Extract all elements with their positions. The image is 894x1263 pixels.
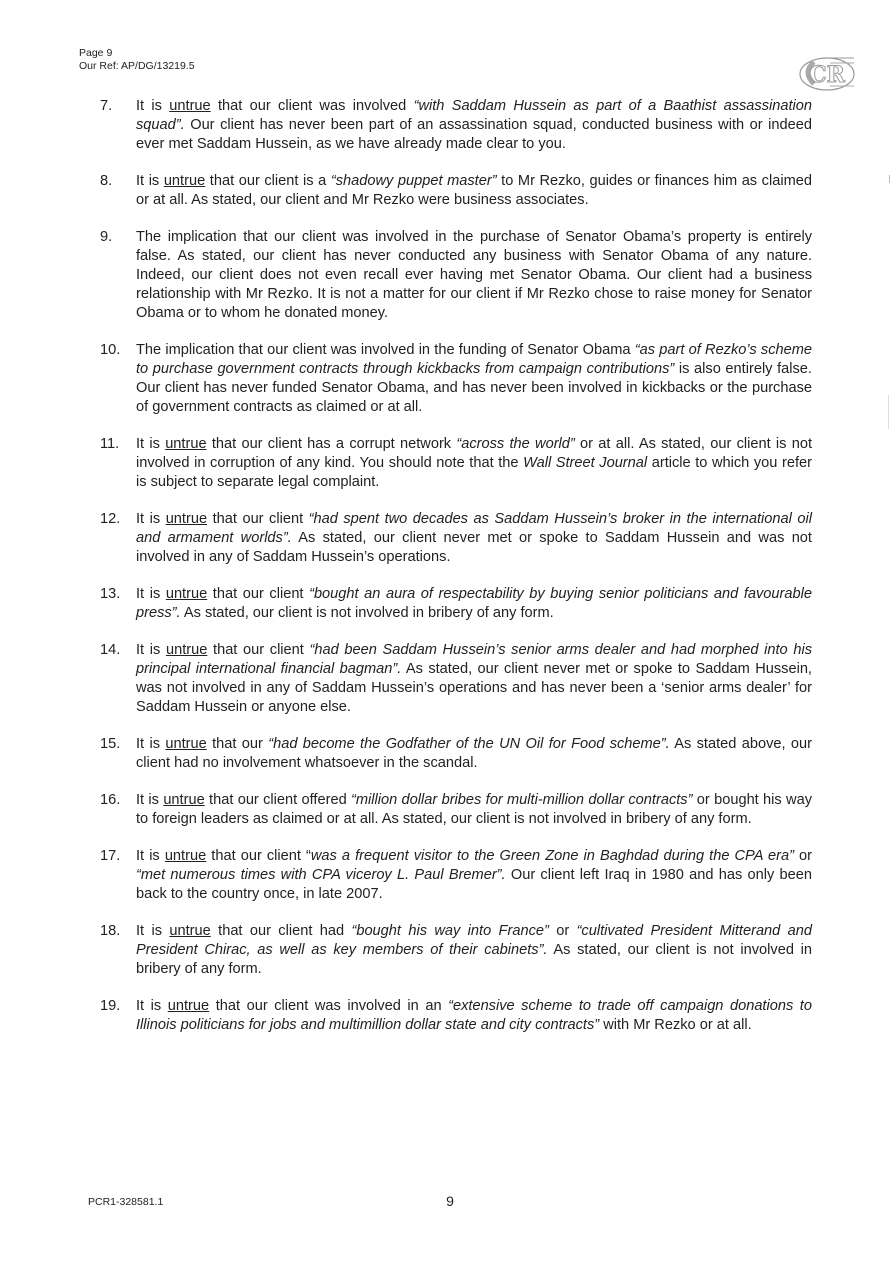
body-text: or xyxy=(548,923,577,939)
body-text: that our xyxy=(206,736,269,752)
item-number: 19. xyxy=(100,998,121,1014)
quoted-text: “had spent two decades as Saddam Hussein’s broker in the international oil and armament worlds”. xyxy=(136,511,812,546)
quoted-text: Wall Street Journal xyxy=(523,455,648,471)
body-text: that our client xyxy=(207,511,309,527)
quoted-text: “bought an aura of respectability by buying senior politicians and favourable press”. xyxy=(136,586,812,621)
underlined-text: untrue xyxy=(165,736,207,752)
body-text: that our client xyxy=(207,642,310,658)
item-number: 12. xyxy=(100,511,121,527)
body-text: It is xyxy=(136,848,165,864)
quoted-text: “cultivated President Mitterand and President Chirac, as well as key members of their cabinets”. xyxy=(136,923,813,958)
firm-logo-icon xyxy=(796,50,858,94)
body-text: article to which you refer is subject to separate legal complaint. xyxy=(136,455,812,490)
body-text: It is xyxy=(136,436,166,452)
list-item xyxy=(100,228,812,323)
body-text: It is xyxy=(136,511,166,527)
quoted-text: “as part of Rezko’s scheme to purchase government contracts through kickbacks from campaign contributions” xyxy=(136,342,812,377)
underlined-text: untrue xyxy=(165,511,208,527)
body-text: that our client “ xyxy=(206,848,311,864)
underlined-text: untrue xyxy=(163,792,205,808)
body-text: that our client offered xyxy=(204,792,352,808)
quoted-text: “extensive scheme to trade off campaign donations to Illinois politicians for jobs and multimillion dollar state and city contracts” xyxy=(136,998,812,1033)
quoted-text: “with Saddam Hussein as part of a Baathist assassination squad”. xyxy=(136,98,812,133)
body-text: As stated, our client never met or spoke to Saddam Hussein and was not involved in any of Saddam Hussein’s operations. xyxy=(136,530,812,565)
body-text: It is xyxy=(136,586,166,602)
body-text: is also entirely false. Our client has never funded Senator Obama, and has never been involved in kickbacks or the purchase of government contracts as claimed or at all. xyxy=(136,361,812,415)
item-number: 8. xyxy=(100,173,113,189)
list-item xyxy=(100,735,812,773)
body-text: Our client left Iraq in 1980 and has only been back to the country once, in late 2007. xyxy=(136,867,812,902)
item-number: 16. xyxy=(100,792,121,808)
document-reference: PCR1-328581.1 xyxy=(88,1196,164,1208)
list-item xyxy=(100,97,812,154)
body-text: As stated, our client is not involved in bribery of any form. xyxy=(180,605,554,621)
body-text: As stated, our client is not involved in bribery of any form. xyxy=(136,942,812,977)
underlined-text: untrue xyxy=(167,998,210,1014)
list-item xyxy=(100,341,812,417)
body-text: The implication that our client was involved in the purchase of Senator Obama’s property is entirely false. As stated, our client has never conducted any business with Senator Obama of any nature. Indeed, our client does not even recall ever having met Senator Obama. Our client had a business relationship with Mr Rezko. It is not a matter for our client if Mr Rezko chose to raise money for Senator Obama or to whom he donated money. xyxy=(136,229,812,321)
body-text: to Mr Rezko, guides or finances him as claimed or at all. As stated, our client and Mr Rezko were business associates. xyxy=(136,173,812,208)
quoted-text: “million dollar bribes for multi-million dollar contracts” xyxy=(351,792,693,808)
list-item xyxy=(100,435,812,492)
list-item xyxy=(100,922,812,979)
reference-number: Our Ref: AP/DG/13219.5 xyxy=(79,60,195,72)
body-text: The implication that our client was involved in the funding of Senator Obama xyxy=(136,342,635,358)
body-text: It is xyxy=(136,642,166,658)
body-text: with Mr Rezko or at all. xyxy=(599,1017,752,1033)
body-text: or xyxy=(793,848,812,864)
body-text: It is xyxy=(136,998,168,1014)
quoted-text: “bought his way into France” xyxy=(351,923,549,939)
body-text: It is xyxy=(136,792,164,808)
list-item xyxy=(100,641,812,717)
underlined-text: untrue xyxy=(165,642,208,658)
body-text: that our client has a corrupt network xyxy=(206,436,457,452)
list-item xyxy=(100,585,812,623)
body-text: It is xyxy=(136,923,170,939)
body-text: that our client xyxy=(207,586,310,602)
quoted-text: was a frequent visitor to the Green Zone in Baghdad during the CPA era” xyxy=(310,848,794,864)
list-item xyxy=(100,510,812,567)
body-text: that our client had xyxy=(210,923,352,939)
body-text: It is xyxy=(136,98,170,114)
list-item xyxy=(100,791,812,829)
body-text: It is xyxy=(136,736,166,752)
item-number: 10. xyxy=(100,342,121,358)
scan-artifact xyxy=(889,175,890,183)
underlined-text: untrue xyxy=(165,586,208,602)
page-label: Page 9 xyxy=(79,47,113,59)
underlined-text: untrue xyxy=(163,173,206,189)
item-number: 11. xyxy=(100,436,120,452)
quoted-text: “shadowy puppet master” xyxy=(330,173,497,189)
item-number: 15. xyxy=(100,736,121,752)
underlined-text: untrue xyxy=(165,436,207,452)
quoted-text: “had become the Godfather of the UN Oil for Food scheme”. xyxy=(268,736,670,752)
body-text: As stated, our client never met or spoke to Saddam Hussein, was not involved in any of Saddam Hussein’s operations and has never been a ‘senior arms dealer’ for Saddam Hussein or anyone else. xyxy=(136,661,812,715)
list-item xyxy=(100,847,812,904)
page-header xyxy=(79,47,195,73)
body-text: or at all. As stated, our client is not involved in corruption of any kind. You should note that the xyxy=(136,436,812,471)
body-text: that our client is a xyxy=(205,173,331,189)
item-number: 9. xyxy=(100,229,113,245)
quoted-text: “across the world” xyxy=(456,436,575,452)
item-number: 18. xyxy=(100,923,121,939)
body-text: As stated above, our client had no involvement whatsoever in the scandal. xyxy=(136,736,813,771)
list-item xyxy=(100,997,812,1035)
underlined-text: untrue xyxy=(164,848,207,864)
body-text: or bought his way to foreign leaders as claimed or at all. As stated, our client is not involved in bribery of any form. xyxy=(136,792,812,827)
underlined-text: untrue xyxy=(169,98,211,114)
numbered-paragraph-list xyxy=(100,97,812,1053)
item-number: 17. xyxy=(100,848,121,864)
logo-letters: CR xyxy=(809,62,845,88)
body-text: that our client was involved xyxy=(210,98,414,114)
page-number: 9 xyxy=(446,1193,454,1209)
body-text: Our client has never been part of an assassination squad, conducted business with or indeed ever met Saddam Hussein, as we have already made clear to you. xyxy=(136,117,812,152)
item-number: 7. xyxy=(100,98,113,114)
scan-artifact xyxy=(888,395,889,429)
quoted-text: “had been Saddam Hussein’s senior arms dealer and had morphed into his principal international financial bagman”. xyxy=(136,642,812,677)
body-text: It is xyxy=(136,173,164,189)
quoted-text: “met numerous times with CPA viceroy L. Paul Bremer”. xyxy=(136,867,506,883)
item-number: 13. xyxy=(100,586,121,602)
body-text: that our client was involved in an xyxy=(209,998,449,1014)
item-number: 14. xyxy=(100,642,121,658)
list-item xyxy=(100,172,812,210)
underlined-text: untrue xyxy=(169,923,211,939)
